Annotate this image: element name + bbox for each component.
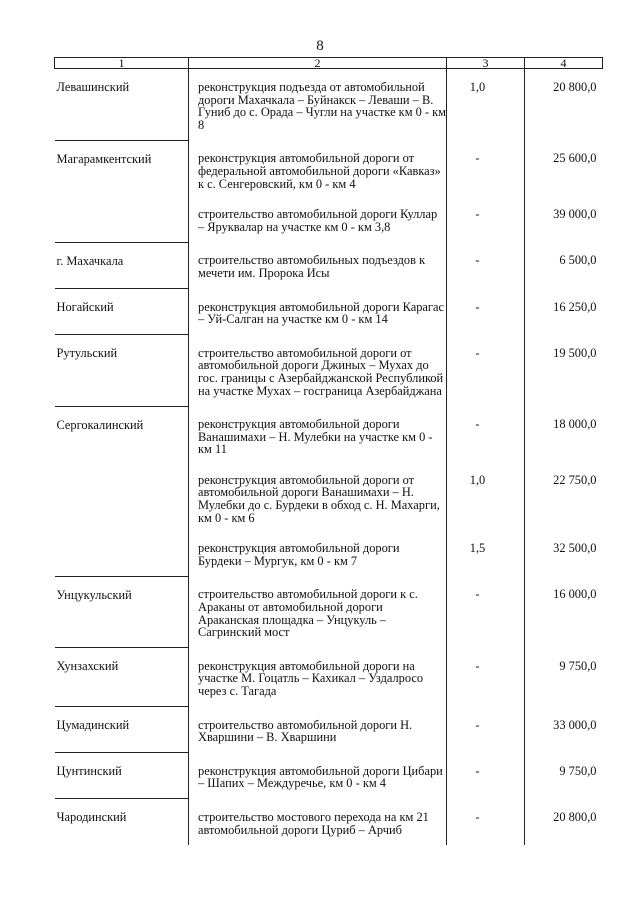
table-row bbox=[55, 753, 603, 799]
amount-cell: 9 750,0 bbox=[525, 753, 603, 799]
length-cell: - bbox=[475, 151, 480, 166]
amount-cell: 16 000,0 bbox=[525, 576, 603, 647]
amount-cell: 20 800,0 bbox=[525, 799, 603, 845]
work-description-cell: реконструкция подъезда от автомобильной дороги Махачкала – Буйнакск – Леваши – В. Гуниб до с. Орада – Чугли на участке км 0 - км 8 bbox=[189, 69, 447, 141]
amount-cell: 6 500,0 bbox=[525, 242, 603, 288]
length-cell: - bbox=[475, 253, 480, 268]
table-row bbox=[55, 69, 603, 141]
district-cell: Цунтинский bbox=[55, 753, 189, 799]
amount-cell: 39 000,0 bbox=[525, 199, 603, 242]
work-description-cell: строительство автомобильной дороги к с. Араканы от автомобильной дороги Араканская площадка – Унцукуль – Сагринский мост bbox=[189, 576, 447, 647]
work-description-cell: строительство автомобильных подъездов к мечети им. Пророка Исы bbox=[189, 242, 447, 288]
column-header-3: 3 bbox=[447, 58, 525, 69]
length-cell: - bbox=[475, 717, 480, 732]
length-cell: - bbox=[475, 658, 480, 673]
district-cell: Магарамкентский bbox=[55, 140, 189, 199]
district-cell: Чародинский bbox=[55, 799, 189, 845]
work-description-cell: реконструкция автомобильной дороги от автомобильной дороги Ванашимахи – Н. Мулебки до с. Бурдеки в обход с. Н. Махарги, км 0 - км 6 bbox=[189, 465, 447, 533]
amount-cell: 16 250,0 bbox=[525, 289, 603, 335]
district-cell bbox=[55, 533, 189, 576]
table-row bbox=[55, 406, 603, 465]
table-row bbox=[55, 465, 603, 533]
work-description-cell: строительство автомобильной дороги Н. Хваршини – В. Хваршини bbox=[189, 707, 447, 753]
work-description-cell: реконструкция автомобильной дороги от федеральной автомобильной дороги «Кавказ» к с. Сенгеровский, км 0 - км 4 bbox=[189, 140, 447, 199]
work-description-cell: реконструкция автомобильной дороги Бурдеки – Мургук, км 0 - км 7 bbox=[189, 533, 447, 576]
amount-cell: 18 000,0 bbox=[525, 406, 603, 465]
length-cell: - bbox=[475, 345, 480, 360]
table-row bbox=[55, 576, 603, 647]
work-description-cell: строительство автомобильной дороги Куллар – Яруквалар на участке км 0 - км 3,8 bbox=[189, 199, 447, 242]
page-number: 8 bbox=[316, 38, 324, 54]
table-row bbox=[55, 799, 603, 845]
work-description-cell: строительство мостового перехода на км 21 автомобильной дороги Цуриб – Арчиб bbox=[189, 799, 447, 845]
work-description-cell: реконструкция автомобильной дороги Карагас – Уй-Салган на участке км 0 - км 14 bbox=[189, 289, 447, 335]
length-cell: - bbox=[475, 809, 480, 824]
roads-table bbox=[54, 57, 603, 845]
column-header-1: 1 bbox=[55, 58, 189, 69]
table-row bbox=[55, 289, 603, 335]
column-header-2: 2 bbox=[189, 58, 447, 69]
length-cell: - bbox=[475, 417, 480, 432]
table-row bbox=[55, 707, 603, 753]
table-header-row bbox=[55, 58, 603, 69]
length-cell: 1,0 bbox=[469, 472, 486, 487]
length-cell: - bbox=[475, 587, 480, 602]
district-cell: Рутульский bbox=[55, 335, 189, 406]
table-row bbox=[55, 242, 603, 288]
table-row bbox=[55, 140, 603, 199]
amount-cell: 25 600,0 bbox=[525, 140, 603, 199]
district-cell: Левашинский bbox=[55, 69, 189, 141]
amount-cell: 19 500,0 bbox=[525, 335, 603, 406]
district-cell: г. Махачкала bbox=[55, 242, 189, 288]
column-header-4: 4 bbox=[525, 58, 603, 69]
table-row bbox=[55, 648, 603, 707]
work-description-cell: реконструкция автомобильной дороги на участке М. Гоцатль – Кахикал – Уздалросо через с. Тагада bbox=[189, 648, 447, 707]
district-cell: Цумадинский bbox=[55, 707, 189, 753]
district-cell bbox=[55, 199, 189, 242]
district-cell bbox=[55, 465, 189, 533]
length-cell: 1,0 bbox=[469, 80, 486, 94]
work-description-cell: реконструкция автомобильной дороги Ванашимахи – Н. Мулебки на участке км 0 - км 11 bbox=[189, 406, 447, 465]
amount-cell: 22 750,0 bbox=[525, 465, 603, 533]
table-row bbox=[55, 335, 603, 406]
length-cell: - bbox=[475, 763, 480, 778]
table-row bbox=[55, 533, 603, 576]
district-cell: Сергокалинский bbox=[55, 406, 189, 465]
work-description-cell: строительство автомобильной дороги от автомобильной дороги Джиных – Мухах до гос. границы с Азербайджанской Республикой на участке Мухах – госграница Азербайджана bbox=[189, 335, 447, 406]
table-row bbox=[55, 199, 603, 242]
length-cell: 1,5 bbox=[469, 541, 486, 556]
amount-cell: 33 000,0 bbox=[525, 707, 603, 753]
length-cell: - bbox=[475, 207, 480, 222]
district-cell: Ногайский bbox=[55, 289, 189, 335]
district-cell: Хунзахский bbox=[55, 648, 189, 707]
amount-cell: 32 500,0 bbox=[525, 533, 603, 576]
length-cell: - bbox=[475, 299, 480, 314]
amount-cell: 20 800,0 bbox=[525, 69, 603, 141]
district-cell: Унцукульский bbox=[55, 576, 189, 647]
amount-cell: 9 750,0 bbox=[525, 648, 603, 707]
work-description-cell: реконструкция автомобильной дороги Цибари – Шапих – Междуречье, км 0 - км 4 bbox=[189, 753, 447, 799]
